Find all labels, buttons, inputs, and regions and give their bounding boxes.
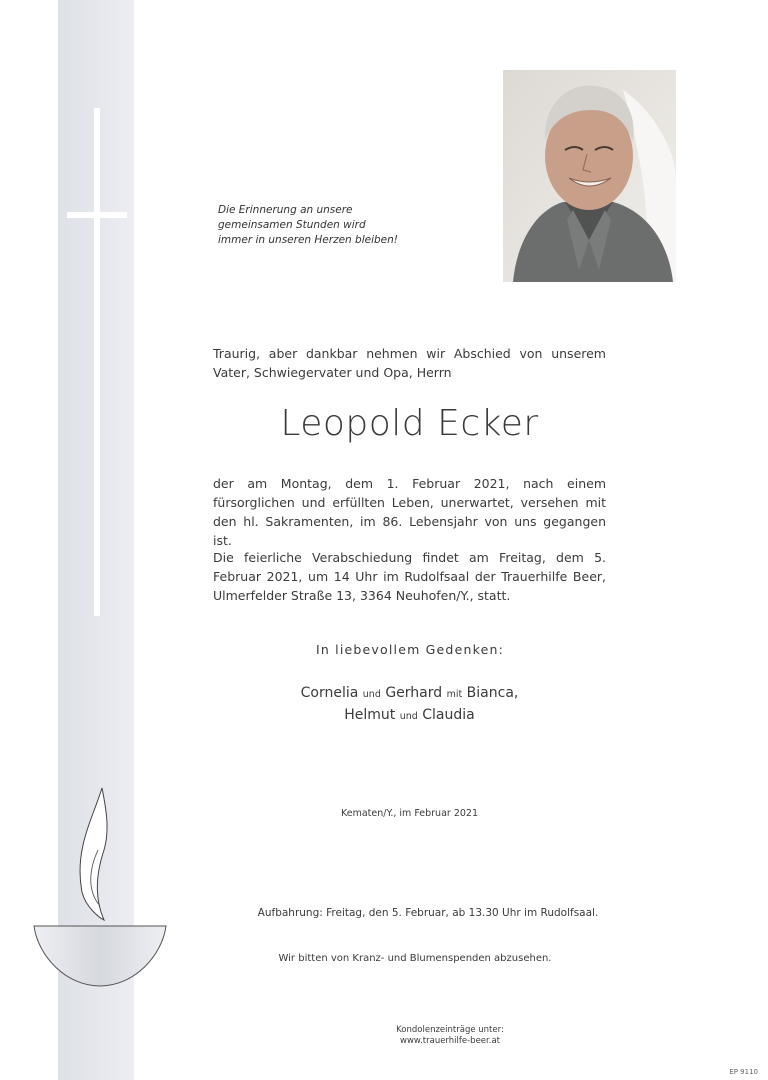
condolence-link[interactable]: www.trauerhilfe-beer.at [400, 1036, 500, 1046]
family-line-1 [213, 683, 606, 705]
intro-text: Traurig, aber dankbar nehmen wir Abschied von unserem Vater, Schwiegervater und Opa, Herrn [213, 346, 606, 380]
cross-icon [94, 108, 100, 616]
document-code: EP 9110 [729, 1068, 758, 1076]
quote-line: gemeinsamen Stunden wird [218, 219, 366, 231]
place-date: Kematen/Y., im Februar 2021 [341, 808, 478, 819]
condolence-info [250, 1025, 650, 1047]
deceased-name: Leopold Ecker [280, 403, 539, 444]
family-member: Gerhard [385, 685, 443, 701]
death-notice-text: der am Montag, dem 1. Februar 2021, nach einem fürsorglichen und erfüllten Leben, unerwartet, versehen mit den hl. Sakramenten, im 86. Lebensjahr von uns gegangen ist. [213, 476, 606, 548]
conjunction: mit [446, 689, 463, 700]
flowers-request: Wir bitten von Kranz- und Blumenspenden abzusehen. [278, 953, 552, 964]
portrait-photo [503, 70, 676, 282]
family-line-2 [213, 705, 606, 727]
memorial-quote [218, 203, 448, 248]
conjunction: und [399, 711, 418, 722]
family-signatures [213, 683, 606, 727]
viewing-info: Aufbahrung: Freitag, den 5. Februar, ab 13.30 Uhr im Rudolfsaal. [257, 907, 599, 919]
conjunction: und [362, 689, 381, 700]
candle-bowl-icon [30, 780, 170, 990]
family-member: Bianca, [466, 685, 519, 701]
cross-icon-bar [67, 212, 127, 218]
quote-line: Die Erinnerung an unsere [218, 204, 353, 216]
memory-heading: In liebevollem Gedenken: [315, 642, 505, 657]
family-member: Claudia [422, 707, 475, 723]
family-member: Cornelia [300, 685, 359, 701]
farewell-ceremony-text: Die feierliche Verabschiedung findet am Freitag, dem 5. Februar 2021, um 14 Uhr im Rudolfsaal der Trauerhilfe Beer, Ulmerfelder Straße 13, 3364 Neuhofen/Y., statt. [213, 550, 606, 603]
family-member: Helmut [344, 707, 396, 723]
quote-line: immer in unseren Herzen bleiben! [218, 234, 398, 246]
condolence-label: Kondolenzeinträge unter: [396, 1025, 504, 1035]
